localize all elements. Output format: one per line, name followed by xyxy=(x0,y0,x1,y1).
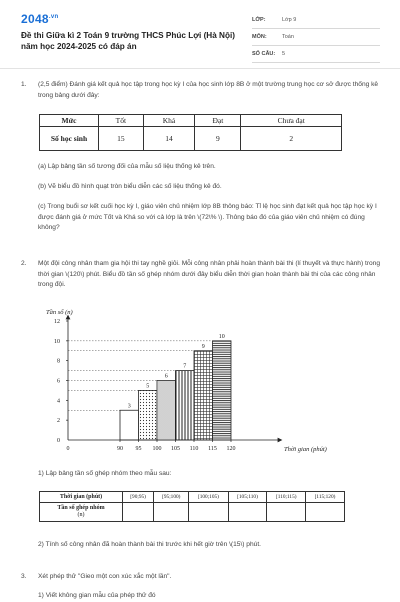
table-header-cell: [95;100) xyxy=(154,492,189,503)
meta-key: LỚP: xyxy=(252,17,266,23)
table-header-cell: [90;95) xyxy=(123,492,154,503)
meta-value: Toán xyxy=(282,34,294,40)
row-label-sub: (n) xyxy=(77,512,85,518)
y-tick-label: 8 xyxy=(57,358,60,365)
q2-sub2 xyxy=(38,540,383,551)
part-text: 1) Viết không gian mẫu của phép thử đó xyxy=(38,592,156,599)
y-tick-label: 0 xyxy=(57,438,60,444)
q1-part-b xyxy=(38,182,383,193)
table-cell xyxy=(306,503,345,522)
meta-row-subject xyxy=(252,29,380,46)
histogram-bar xyxy=(157,381,176,441)
bar-value-label: 6 xyxy=(164,373,168,380)
question-text: Xét phép thử "Gieo một con xúc xắc một lần". xyxy=(38,573,172,580)
row-label-main: Tần số ghép nhóm xyxy=(57,505,105,511)
histogram-chart xyxy=(40,305,350,462)
exam-meta xyxy=(252,12,380,63)
table-row-label xyxy=(40,503,123,522)
table-header-cell: [105;110) xyxy=(228,492,267,503)
table-header-cell: Tốt xyxy=(99,115,144,127)
meta-value: Lớp 9 xyxy=(282,17,297,23)
question-number: 3. xyxy=(21,573,27,580)
table-cell: 2 xyxy=(241,127,342,151)
question-number: 2. xyxy=(21,260,27,267)
question-text: (2,5 điểm) Đánh giá kết quả học tập trong học kỳ I của học sinh lớp 8B ở một trường trung học cơ sở được thống kê trong bảng dưới đây: xyxy=(38,81,379,99)
table-header-cell: Khá xyxy=(143,115,195,127)
q1-part-c xyxy=(38,202,383,234)
table-cell xyxy=(228,503,267,522)
table-cell: 14 xyxy=(143,127,195,151)
table-cell xyxy=(123,503,154,522)
q2-sub1 xyxy=(38,469,383,480)
part-text: (b) Vẽ biểu đồ hình quạt tròn biểu diễn các số liệu thống kê đó. xyxy=(38,183,222,190)
question-text: Một đội công nhân tham gia hội thi tay nghề giỏi. Mỗi công nhân phải hoàn thành bài thi (lí thuyết và thực hành) trong thời gian \(120\) phút. Biểu đồ tần số ghép nhóm dưới đây biểu diễn thời gian hoàn thành bài thi của các công nhân trong đội. xyxy=(38,260,381,288)
q1-part-a xyxy=(38,162,383,173)
x-tick-label: 105 xyxy=(171,446,180,452)
meta-key: SỐ CÂU: xyxy=(252,51,276,57)
bar-value-label: 3 xyxy=(127,403,131,410)
y-tick-label: 2 xyxy=(57,418,60,425)
x-axis-label: Thời gian (phút) xyxy=(284,446,327,453)
meta-row-count xyxy=(252,46,380,63)
table-header-cell: [100;105) xyxy=(189,492,228,503)
table-cell xyxy=(267,503,306,522)
x-tick-label: 115 xyxy=(208,446,217,452)
histogram-bar xyxy=(176,371,195,440)
table-header-cell: [110;115) xyxy=(267,492,306,503)
page-header xyxy=(0,0,400,69)
x-tick-label: 100 xyxy=(152,446,162,452)
part-text: 1) Lập bảng tần số ghép nhóm theo mẫu sau: xyxy=(38,470,172,477)
x-tick-label: 110 xyxy=(189,446,199,452)
meta-value: 5 xyxy=(282,51,286,57)
y-axis-label: Tần số (n) xyxy=(46,309,73,316)
y-tick-label: 10 xyxy=(54,338,60,345)
q1-table xyxy=(39,114,342,151)
x-tick-label: 120 xyxy=(226,446,236,452)
exam-title: Đề thi Giữa kì 2 Toán 9 trường THCS Phúc Lợi (Hà Nội) năm học 2024-2025 có đáp án xyxy=(21,31,235,51)
question-number: 1. xyxy=(21,81,27,88)
table-cell xyxy=(189,503,228,522)
logo-suffix: .vn xyxy=(48,14,59,20)
site-logo[interactable] xyxy=(21,12,58,26)
part-text: (c) Trong buổi sơ kết cuối học kỳ I, giáo viên chủ nhiệm lớp 8B thông báo: Tỉ lệ học sinh đạt kết quả học tập học kỳ I được đánh giá ở mức Tốt và Khá so với cả lớp là trên \(72\% \). Thông báo đó của giáo viên chủ nhiệm có đúng không? xyxy=(38,203,377,231)
table-row-label: Số học sinh xyxy=(40,127,99,151)
logo-text: 2048 xyxy=(21,12,49,26)
meta-key: MÔN: xyxy=(252,34,267,40)
table-cell: 15 xyxy=(99,127,144,151)
table-header-cell: Chưa đạt xyxy=(241,115,342,127)
table-header-cell: [115;120) xyxy=(306,492,345,503)
table-cell: 9 xyxy=(195,127,241,151)
y-tick-label: 6 xyxy=(57,378,60,385)
histogram-bar xyxy=(213,341,232,440)
histogram-bar xyxy=(139,390,158,440)
x-tick-label: 95 xyxy=(135,446,142,452)
table-cell xyxy=(154,503,189,522)
part-text: 2) Tính số công nhân đã hoàn thành bài thi trước khi hết giờ trên \(15\) phút. xyxy=(38,541,261,548)
part-text: (a) Lập bảng tần số tương đối của mẫu số liệu thống kê trên. xyxy=(38,163,216,170)
bar-value-label: 5 xyxy=(146,383,150,390)
table-header-cell: Đạt xyxy=(195,115,241,127)
y-tick-label: 4 xyxy=(57,398,60,405)
q2-table xyxy=(39,491,345,522)
y-tick-label: 12 xyxy=(54,319,60,325)
meta-row-class xyxy=(252,12,380,29)
table-header-cell: Mức xyxy=(40,115,99,127)
histogram-bar xyxy=(194,351,213,440)
bar-value-label: 7 xyxy=(183,363,187,370)
histogram-svg xyxy=(40,305,350,457)
bar-value-label: 10 xyxy=(218,333,225,340)
question-3 xyxy=(21,572,381,583)
question-1 xyxy=(21,80,381,101)
table-row-label: Thời gian (phút) xyxy=(40,492,123,503)
x-tick-label: 90 xyxy=(117,446,123,452)
histogram-bar xyxy=(120,410,139,440)
question-2 xyxy=(21,259,383,291)
bar-value-label: 9 xyxy=(201,343,205,350)
x-tick-label: 0 xyxy=(66,446,70,452)
